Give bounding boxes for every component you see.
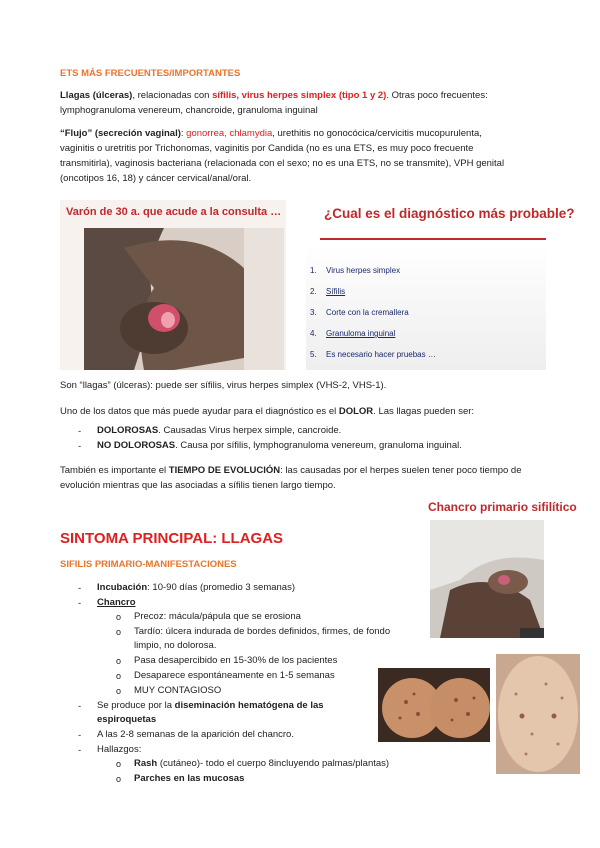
dash-bullet: -	[78, 745, 82, 756]
llagas-paragraph: Llagas (úlceras), relacionadas con sífilis, virus herpes simplex (tipo 1 y 2). Otras poco frecuentes: lymphogranuloma venereum, chancroide, granuloma inguinal	[60, 90, 488, 116]
chancro-sub-desaparece: Desaparece espontáneamente en 1-5 semanas	[134, 670, 335, 681]
section-heading-ets: ETS MÁS FRECUENTES/IMPORTANTES	[60, 68, 241, 79]
subtitle-sifilis: SIFILIS PRIMARIO-MANIFESTACIONES	[60, 559, 237, 570]
chancro-caption: Chancro primario sifilítico	[428, 500, 577, 514]
chancro-sub-precoz: Precoz: mácula/pápula que se erosiona	[134, 611, 301, 622]
flujo-label: “Flujo” (secreción vaginal)	[60, 128, 181, 139]
option-number: 4.	[310, 329, 317, 338]
dash-bullet: -	[78, 701, 82, 712]
slide-question: ¿Cual es el diagnóstico más probable?	[324, 206, 575, 221]
option-label: Virus herpes simplex	[326, 266, 401, 275]
option-number: 1.	[310, 266, 317, 275]
chancro-sub-tardio: Tardío: úlcera indurada de bordes definidos, firmes, de fondo limpio, no dolorosa.	[134, 626, 391, 651]
circle-bullet: o	[116, 759, 122, 769]
chancro-item: Chancro	[97, 597, 136, 608]
flujo-highlight: gonorrea, chlamydia	[186, 128, 273, 139]
flujo-paragraph: “Flujo” (secreción vaginal): gonorrea, chlamydia, urethitis no gonocócica/cervicitis mucopurulenta, vaginitis o uretritis por Trichonomas, vaginitis por Candida (no es una ETS, es muy poco frecuente transmitirla), vaginosis bacteriana (relacionada con el sexo; no es una ETS, no se transmite), VPH genital (oncotipos 16, 18) y cáncer cervical/anal/oral.	[60, 128, 505, 184]
slide-left-panel	[60, 200, 286, 370]
circle-bullet: o	[116, 612, 122, 622]
clinical-photo-chest-rash	[496, 654, 580, 774]
clinical-photo-palms-rash	[378, 668, 490, 742]
slide-left-title: Varón de 30 a. que acude a la consulta …	[66, 206, 282, 218]
son-llagas-text: Son “llagas” (úlceras): puede ser sífilis, virus herpes simplex (VHS-2, VHS-1).	[60, 380, 387, 391]
dash-bullet: -	[78, 441, 82, 452]
slide-right-panel	[306, 200, 575, 370]
clinical-photo-penis-lesion	[84, 228, 284, 370]
llagas-highlight: sífilis, virus herpes simplex (tipo 1 y 2)	[212, 90, 387, 101]
circle-bullet: o	[116, 774, 122, 784]
llagas-label: Llagas (úlceras)	[60, 90, 133, 101]
bullet-no-dolorosas: NO DOLOROSAS. Causa por sífilis, lymphogranuloma venereum, granuloma inguinal.	[97, 440, 462, 451]
section-title-llagas: SINTOMA PRINCIPAL: LLAGAS	[60, 530, 284, 547]
dash-bullet: -	[78, 598, 82, 609]
circle-bullet: o	[116, 627, 122, 637]
circle-bullet: o	[116, 656, 122, 666]
hallazgos-item: Hallazgos:	[97, 744, 142, 755]
option-label: Sífilis	[326, 287, 346, 296]
option-number: 2.	[310, 287, 317, 296]
option-label: Es necesario hacer pruebas …	[326, 350, 436, 359]
dash-bullet: -	[78, 426, 82, 437]
semanas-item: A las 2-8 semanas de la aparición del chancro.	[97, 729, 294, 740]
parches-item: Parches en las mucosas	[134, 773, 245, 784]
option-label: Corte con la cremallera	[326, 308, 409, 317]
dash-bullet: -	[78, 583, 82, 594]
chancro-sub-contagioso: MUY CONTAGIOSO	[134, 685, 222, 696]
option-label: Granuloma inguinal	[326, 329, 396, 338]
option-number: 3.	[310, 308, 317, 317]
diseminacion-item: Se produce por la diseminación hematógena de las espiroquetas	[97, 700, 324, 725]
option-number: 5.	[310, 350, 317, 359]
rash-item: Rash (cutáneo)- todo el cuerpo 8incluyendo palmas/plantas)	[134, 758, 390, 769]
dolor-text: Uno de los datos que más puede ayudar para el diagnóstico es el DOLOR. Las llagas pueden ser:	[60, 406, 475, 417]
slide-divider	[320, 238, 546, 240]
chancro-sub-desapercibido: Pasa desapercibido en 15-30% de los pacientes	[134, 655, 338, 666]
clinical-photo-chancre	[430, 520, 544, 638]
incubacion-item: Incubación: 10-90 días (promedio 3 semanas)	[97, 582, 296, 593]
tiempo-paragraph: También es importante el TIEMPO DE EVOLUCIÓN: las causadas por el herpes suelen tener poco tiempo de evolución mientras que las asociadas a sífilis tienen largo tiempo.	[60, 465, 522, 491]
circle-bullet: o	[116, 686, 122, 696]
dash-bullet: -	[78, 730, 82, 741]
circle-bullet: o	[116, 671, 122, 681]
bullet-dolorosas: DOLOROSAS. Causadas Virus herpex simple, cancroide.	[97, 425, 342, 436]
